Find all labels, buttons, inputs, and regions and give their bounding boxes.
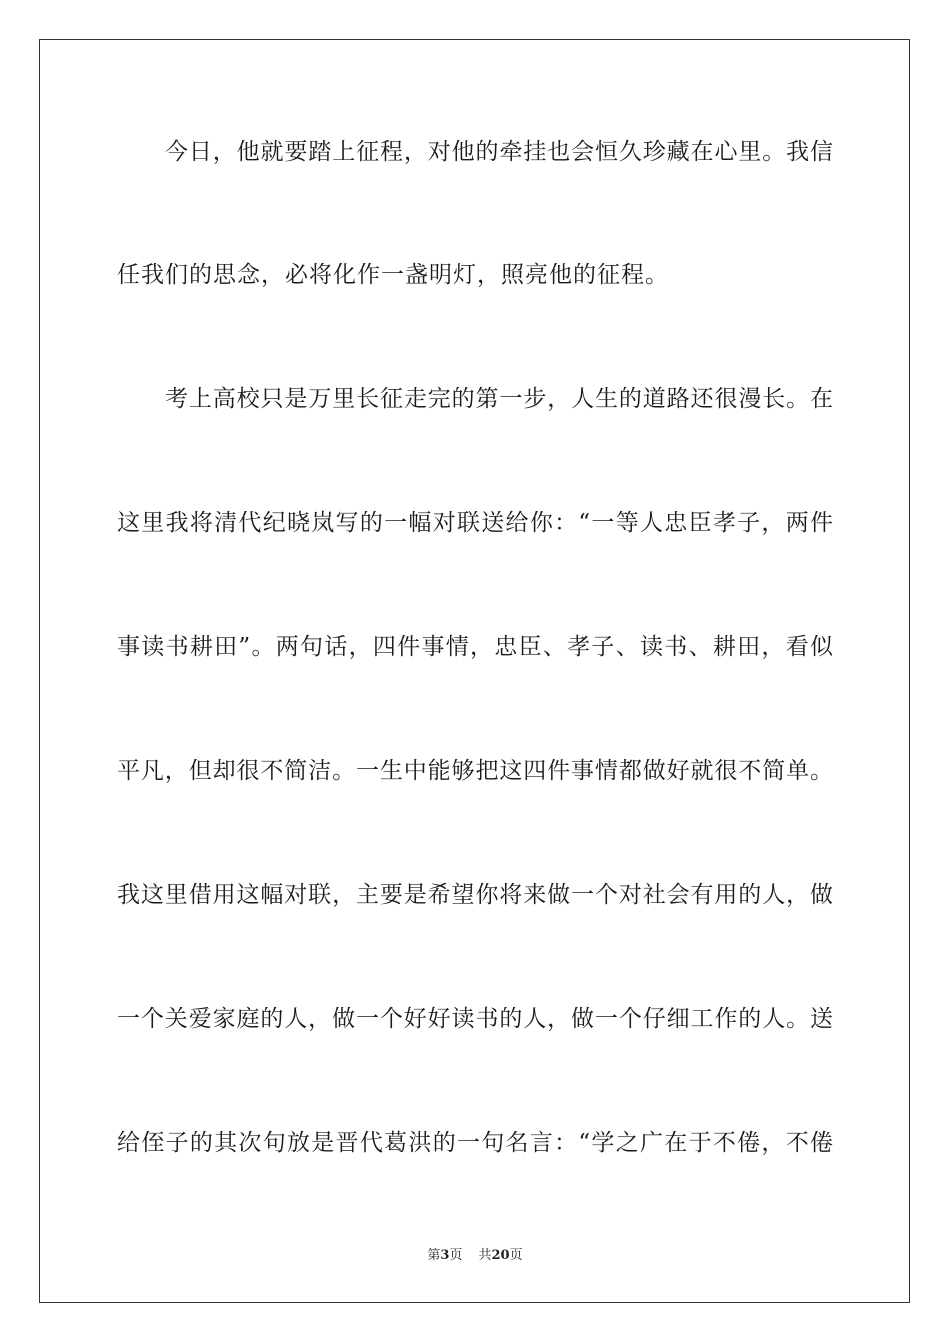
page-label-suffix: 页	[449, 1248, 463, 1263]
page-label-prefix: 第	[427, 1248, 441, 1263]
text-line: 任我们的思念，必将化作一盏明灯，照亮他的征程。	[117, 262, 669, 288]
page-border	[39, 39, 910, 1303]
text-line: 考上高校只是万里长征走完的第一步，人生的道路还很漫长。在	[165, 386, 833, 412]
text-line: 平凡，但却很不简洁。一生中能够把这四件事情都做好就很不简单。	[117, 758, 833, 784]
text-line: 一个关爱家庭的人，做一个好好读书的人，做一个仔细工作的人。送	[117, 1006, 833, 1032]
text-line: 今日，他就要踏上征程，对他的牵挂也会恒久珍藏在心里。我信	[165, 139, 833, 165]
text-line: 事读书耕田”。两句话，四件事情，忠臣、孝子、读书、耕田，看似	[117, 634, 833, 660]
text-line: 给侄子的其次句放是晋代葛洪的一句名言：“学之广在于不倦，不倦	[117, 1130, 833, 1156]
text-line: 我这里借用这幅对联，主要是希望你将来做一个对社会有用的人，做	[117, 882, 833, 908]
total-label-suffix: 页	[509, 1248, 523, 1263]
text-line: 这里我将清代纪晓岚写的一幅对联送给你：“一等人忠臣孝子，两件	[117, 510, 833, 536]
page-footer	[0, 1247, 950, 1265]
total-pages: 20	[491, 1248, 510, 1263]
page-number: 3	[440, 1248, 450, 1263]
total-label-prefix: 共	[478, 1248, 492, 1263]
